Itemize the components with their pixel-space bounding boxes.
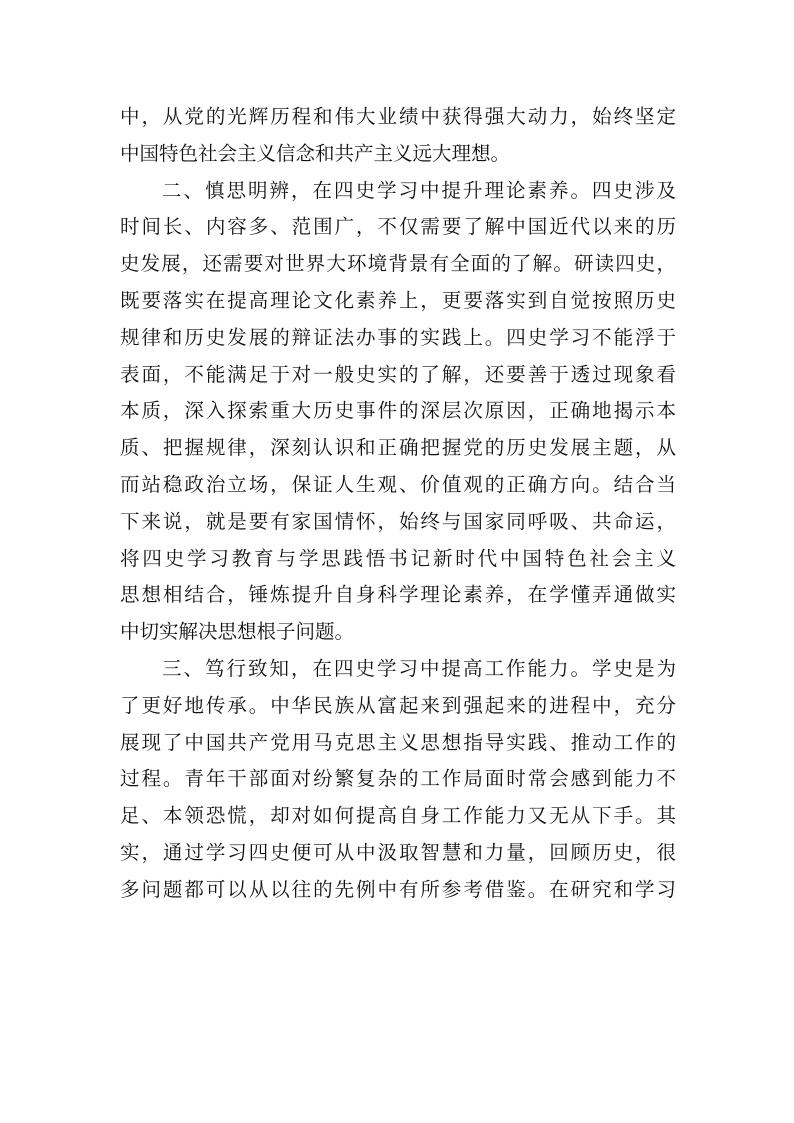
text-line: 中国特色社会主义信念和共产主义远大理想。 [120, 141, 511, 165]
text-line: 多问题都可以从以往的先例中有所参考借鉴。在研究和学习 [120, 877, 676, 901]
text-line: 质、把握规律，深刻认识和正确把握党的历史发展主题，从 [120, 436, 676, 460]
text-line: 了更好地传承。中华民族从富起来到强起来的进程中，充分 [120, 693, 676, 717]
text-line: 本质，深入探索重大历史事件的深层次原因，正确地揭示本 [120, 399, 676, 423]
text-line: 而站稳政治立场，保证人生观、价值观的正确方向。结合当 [120, 472, 676, 496]
text-line: 既要落实在提高理论文化素养上，更要落实到自觉按照历史 [120, 288, 676, 312]
text-line: 展现了中国共产党用马克思主义思想指导实践、推动工作的 [120, 730, 676, 754]
text-line: 中，从党的光辉历程和伟大业绩中获得强大动力，始终坚定 [120, 105, 676, 128]
text-line: 时间长、内容多、范围广，不仅需要了解中国近代以来的历 [120, 215, 676, 239]
text-line: 实，通过学习四史便可从中汲取智慧和力量，回顾历史，很 [120, 840, 676, 864]
text-line: 史发展，还需要对世界大环境背景有全面的了解。研读四史， [120, 252, 676, 276]
text-line: 表面，不能满足于对一般史实的了解，还要善于透过现象看 [120, 362, 676, 386]
text-line: 足、本领恐慌，却对如何提高自身工作能力又无从下手。其 [120, 804, 676, 828]
text-line: 二、慎思明辨，在四史学习中提升理论素养。四史涉及 [162, 178, 676, 202]
text-line: 规律和历史发展的辩证法办事的实践上。四史学习不能浮于 [120, 325, 676, 349]
text-line: 下来说，就是要有家国情怀，始终与国家同呼吸、共命运， [120, 509, 676, 533]
document-body [120, 99, 676, 909]
text-line: 中切实解决思想根子问题。 [120, 620, 355, 644]
text-line: 将四史学习教育与学思践悟书记新时代中国特色社会主义 [120, 546, 676, 570]
text-line: 过程。青年干部面对纷繁复杂的工作局面时常会感到能力不 [120, 767, 676, 791]
text-line: 三、笃行致知，在四史学习中提高工作能力。学史是为 [162, 656, 676, 680]
text-line: 思想相结合，锤炼提升自身科学理论素养，在学懂弄通做实 [120, 583, 676, 607]
